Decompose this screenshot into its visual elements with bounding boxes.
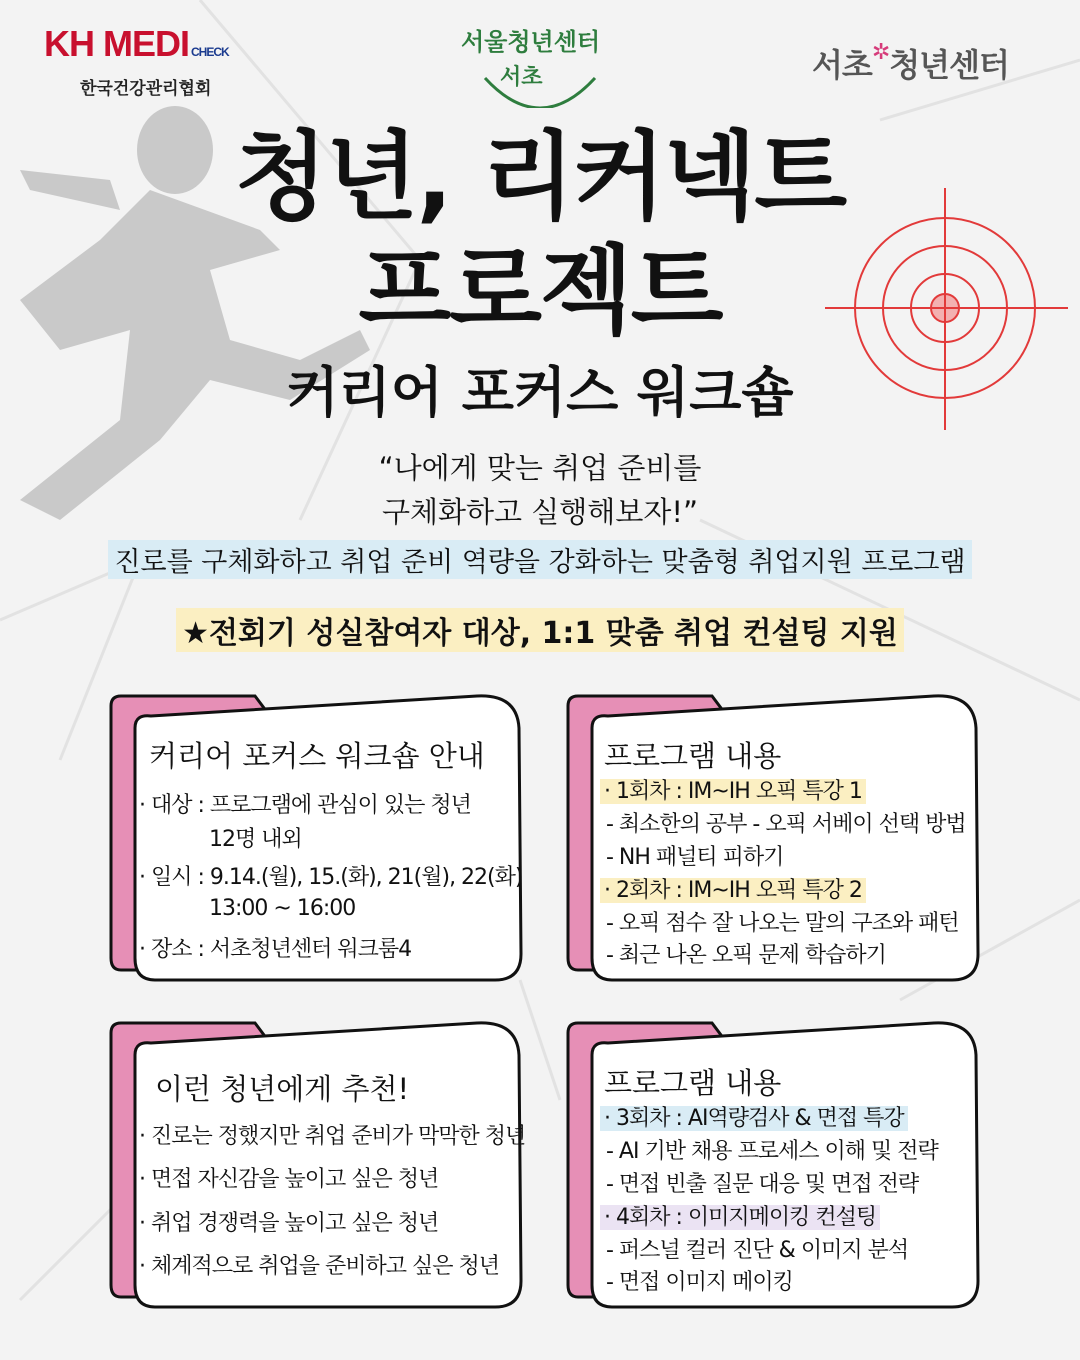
kh-check-text: CHECK [191, 45, 229, 59]
program-description-text: 진로를 구체화하고 취업 준비 역량을 강화하는 맞춤형 취업지원 프로그램 [108, 540, 971, 579]
info-line-dates: · 일시 : 9.14.(월), 15.(화), 21(월), 22(화) [139, 865, 523, 890]
recommend-item: · 진로는 정했지만 취업 준비가 막막한 청년 [139, 1124, 526, 1149]
session-4-item: - 면접 이미지 메이킹 [606, 1270, 793, 1295]
info-line-time: 13:00 ~ 16:00 [209, 896, 356, 921]
quote-line1: “나에게 맞는 취업 준비를 [378, 451, 702, 485]
session-1-item: - 최소한의 공부 - 오픽 서베이 선택 방법 [606, 812, 966, 837]
session-3-title: · 3회차 : AI역량검사 & 면접 특강 [600, 1101, 908, 1132]
card-heading: 프로그램 내용 [604, 1066, 782, 1100]
right-logo-tail: 청년센터 [889, 46, 1009, 84]
card-heading: 이런 청년에게 추천! [155, 1072, 410, 1106]
recommend-item: · 면접 자신감을 높이고 싶은 청년 [139, 1167, 439, 1192]
seoul-youth-center-logo [455, 18, 625, 108]
center-logo-line2: 서초 [500, 65, 543, 90]
center-logo-line1: 서울청년센터 [461, 28, 601, 56]
session-1-title: · 1회차 : IM~IH 오픽 특강 1 [600, 774, 866, 805]
info-line-capacity: 12명 내외 [209, 827, 302, 852]
consulting-notice [0, 608, 1080, 652]
recommend-item: · 취업 경쟁력을 높이고 싶은 청년 [139, 1211, 439, 1236]
right-logo-text: 서초 [812, 46, 872, 84]
quote-line2: 구체화하고 실행해보자!” [381, 495, 698, 529]
session-4-title: · 4회차 : 이미지메이킹 컨설팅 [600, 1200, 880, 1231]
kh-medicheck-logo [44, 23, 229, 99]
program-description [0, 540, 1080, 579]
main-title-line2: 프로젝트 [358, 235, 722, 347]
seocho-youth-center-logo [812, 40, 1009, 86]
kh-brand: KH MEDI [44, 23, 189, 64]
session-4-item: - 퍼스널 컬러 진단 & 이미지 분석 [606, 1238, 909, 1263]
recommend-item: · 체계적으로 취업을 준비하고 싶은 청년 [139, 1254, 499, 1279]
info-line-target: · 대상 : 프로그램에 관심이 있는 청년 [139, 793, 471, 818]
recommend-card [105, 1015, 525, 1315]
session-3-item: - 면접 빈출 질문 대응 및 면접 전략 [606, 1172, 919, 1197]
session-2-title: · 2회차 : IM~IH 오픽 특강 2 [600, 873, 866, 904]
workshop-info-card [105, 688, 525, 988]
session-2-item: - 오픽 점수 잘 나오는 말의 구조와 패턴 [606, 911, 959, 936]
kh-subtitle: 한국건강관리협회 [80, 79, 212, 99]
quote [0, 446, 1080, 534]
consulting-notice-text: ★전회기 성실참여자 대상, 1:1 맞춤 취업 컨설팅 지원 [176, 608, 904, 652]
info-line-location: · 장소 : 서초청년센터 워크룸4 [139, 937, 412, 962]
workshop-subtitle: 커리어 포커스 워크숍 [286, 361, 794, 424]
card-heading: 프로그램 내용 [604, 739, 782, 773]
sparkle-icon: ✲ [871, 40, 890, 65]
card-heading: 커리어 포커스 워크숍 안내 [149, 739, 485, 773]
main-title-line1: 청년, 리커넥트 [234, 121, 846, 233]
program-card-2 [562, 1015, 982, 1315]
session-1-item: - NH 패널티 피하기 [606, 845, 784, 870]
program-card-1 [562, 688, 982, 988]
session-3-item: - AI 기반 채용 프로세스 이해 및 전략 [606, 1139, 938, 1164]
session-2-item: - 최근 나온 오픽 문제 학습하기 [606, 943, 886, 968]
